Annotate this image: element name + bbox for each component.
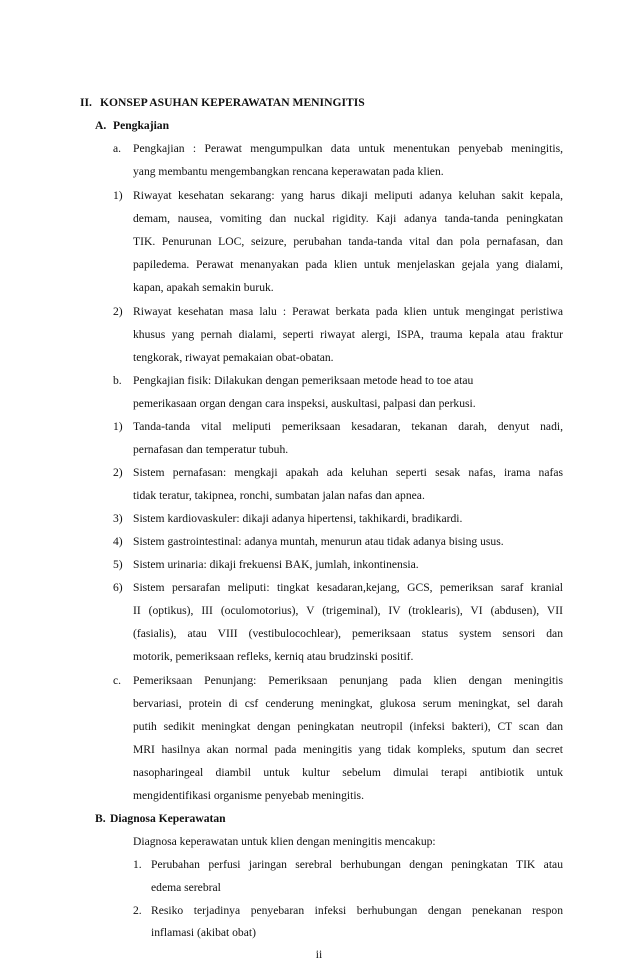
item-b6-line: (fasialis), atau VIII (vestibulocochlear), pemeriksaan status system sensori dan [133,627,563,640]
item-c-line: MRI hasilnya akan normal pada meningitis yang tidak kompleks, sputum dan secret [133,743,563,756]
item-2-line: khusus yang pernah dialami, seperti riwayat alergi, ISPA, trauma kepala atau fraktur [133,328,563,341]
item-b5-line: Sistem urinaria: dikaji frekuensi BAK, jumlah, inkontinensia. [133,558,419,571]
section-a-title: Pengkajian [113,119,170,132]
diagnosis-1-marker: 1. [133,858,142,871]
item-b-line: Pengkajian fisik: Dilakukan dengan pemeriksaan metode head to toe atau [133,374,474,387]
item-b1-line: pernafasan dan temperatur tubuh. [133,443,289,456]
item-b4-line: Sistem gastrointestinal: adanya muntah, menurun atau tidak adanya bising usus. [133,535,504,548]
section-b-label: B. [95,812,106,825]
item-b3-line: Sistem kardiovaskuler: dikaji adanya hipertensi, takhikardi, bradikardi. [133,512,463,525]
item-b2-marker: 2) [113,466,123,479]
item-1-line: demam, nausea, vomiting dan nuckal rigidity. Kaji adanya tanda-tanda peningkatan [133,212,563,225]
item-c-line: putih sedikit meningkat dengan peningkatan neutropil (infeksi bakteri), CT scan dan [133,720,563,733]
item-b6-line: Sistem persarafan meliputi: tingkat kesadaran,kejang, GCS, pemeriksan saraf kranial [133,581,563,594]
item-b1-line: Tanda-tanda vital meliputi pemeriksaan kesadaran, tekanan darah, denyut nadi, [133,420,563,433]
item-b6-line: motorik, pemeriksaan refleks, kerniq atau brudzinski positif. [133,650,414,663]
item-b-line: pemerikasaan organ dengan cara inspeksi, auskultasi, palpasi dan perkusi. [133,397,476,410]
item-2-line: tengkorak, riwayat pemakaian obat-obatan. [133,351,334,364]
item-b5-marker: 5) [113,558,123,571]
item-b2-line: tidak teratur, takipnea, ronchi, sumbatan jalan nafas dan apnea. [133,489,425,502]
section-a-label: A. [95,119,107,132]
item-2-marker: 2) [113,305,123,318]
item-b3-marker: 3) [113,512,123,525]
diagnosis-1-line: Perubahan perfusi jaringan serebral berhubungan dengan peningkatan TIK atau [151,858,563,871]
diagnosis-2-line: Resiko terjadinya penyebaran infeksi berhubungan dengan penekanan respon [151,904,563,917]
heading-number: II. [80,96,92,109]
item-b4-marker: 4) [113,535,123,548]
item-2-line: Riwayat kesehatan masa lalu : Perawat berkata pada klien untuk mengingat peristiwa [133,305,563,318]
item-c-line: mengidentifikasi organisme penyebab meningitis. [133,789,364,802]
item-a-marker: a. [113,142,122,155]
item-1-line: TIK. Penurunan LOC, seizure, perubahan tanda-tanda vital dan pola pernafasan, dan [133,235,563,248]
item-c-line: bervariasi, protein di csf cenderung meningkat, glukosa serum meningkat, sel darah [133,697,563,710]
item-b-marker: b. [113,374,122,387]
item-c-line: nasopharingeal diambil untuk kultur sebelum dimulai terapi antibiotik untuk [133,766,563,779]
item-a-line: Pengkajian : Perawat mengumpulkan data untuk menentukan penyebab meningitis, [133,142,563,155]
item-1-line: papiledema. Perawat menanyakan pada klien untuk menjelaskan gejala yang dialami, [133,258,563,271]
page-number: ii [315,948,323,961]
item-1-marker: 1) [113,189,123,202]
item-b2-line: Sistem pernafasan: mengkaji apakah ada keluhan seperti sesak nafas, irama nafas [133,466,563,479]
section-b-title: Diagnosa Keperawatan [110,812,226,825]
diagnosis-2-line: inflamasi (akibat obat) [151,926,256,939]
diagnosis-2-marker: 2. [133,904,142,917]
item-b6-line: II (optikus), III (oculomotorius), V (trigeminal), IV (troklearis), VI (abdusen), VII [133,604,563,617]
heading-title: KONSEP ASUHAN KEPERAWATAN MENINGITIS [100,96,365,109]
item-c-marker: c. [113,674,122,687]
item-a-line: yang membantu mengembangkan rencana keperawatan pada klien. [133,165,444,178]
diagnosis-1-line: edema serebral [151,881,221,894]
section-b-intro: Diagnosa keperawatan untuk klien dengan meningitis mencakup: [133,835,436,848]
item-1-line: kapan, apakah semakin buruk. [133,281,274,294]
item-b1-marker: 1) [113,420,123,433]
item-b6-marker: 6) [113,581,123,594]
item-c-line: Pemeriksaan Penunjang: Pemeriksaan penunjang pada klien dengan meningitis [133,674,563,687]
item-1-line: Riwayat kesehatan sekarang: yang harus dikaji meliputi adanya keluhan sakit kepala, [133,189,563,202]
